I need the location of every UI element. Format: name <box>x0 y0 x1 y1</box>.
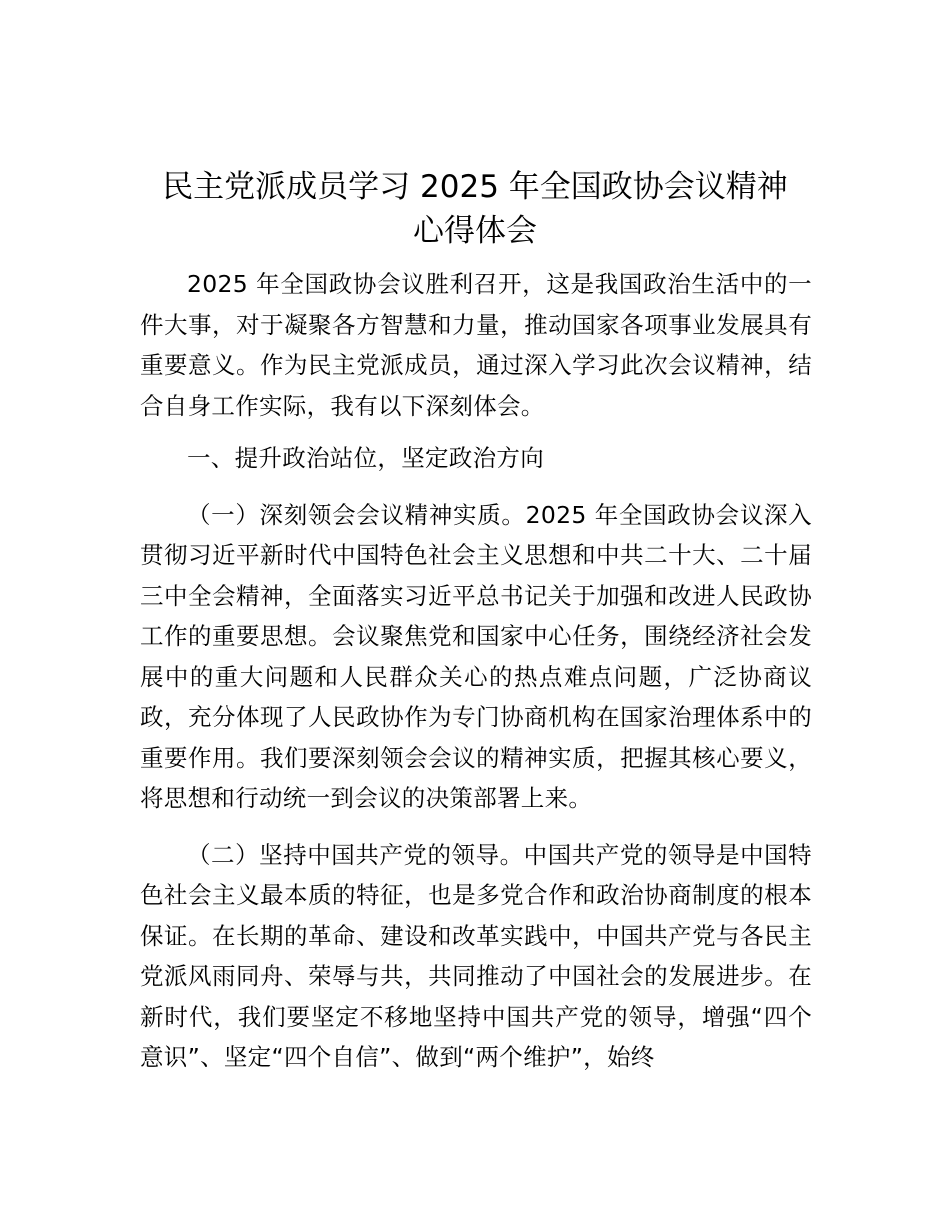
document-body <box>140 264 812 1078</box>
paragraph-intro: 2025 年全国政协会议胜利召开，这是我国政治生活中的一件大事，对于凝聚各方智慧和力量，推动国家各项事业发展具有重要意义。作为民主党派成员，通过深入学习此次会议精神，结合自身工作实际，我有以下深刻体会。 <box>140 270 812 420</box>
paragraph-subsection-2: （二）坚持中国共产党的领导。中国共产党的领导是中国特色社会主义最本质的特征，也是多党合作和政治协商制度的根本保证。在长期的革命、建设和改革实践中，中国共产党与各民主党派风雨同舟、荣辱与共，共同推动了中国社会的发展进步。在新时代，我们要坚定不移地坚持中国共产党的领导，增强“四个意识”、坚定“四个自信”、做到“两个维护”，始终 <box>140 840 812 1071</box>
title-line-2: 心得体会 <box>413 213 537 249</box>
title-line-1: 民主党派成员学习 2025 年全国政协会议精神 <box>162 169 788 205</box>
section-heading-1: 一、提升政治站位，坚定政治方向 <box>187 444 544 472</box>
paragraph-subsection-1: （一）深刻领会会议精神实质。2025 年全国政协会议深入贯彻习近平新时代中国特色社会主义思想和中共二十大、二十届三中全会精神，全面落实习近平总书记关于加强和改进人民政协工作的重要思想。会议聚焦党和国家中心任务，围绕经济社会发展中的重大问题和人民群众关心的热点难点问题，广泛协商议政，充分体现了人民政协作为专门协商机构在国家治理体系中的重要作用。我们要深刻领会会议的精神实质，把握其核心要义，将思想和行动统一到会议的决策部署上来。 <box>140 500 812 812</box>
document-title <box>100 165 850 253</box>
